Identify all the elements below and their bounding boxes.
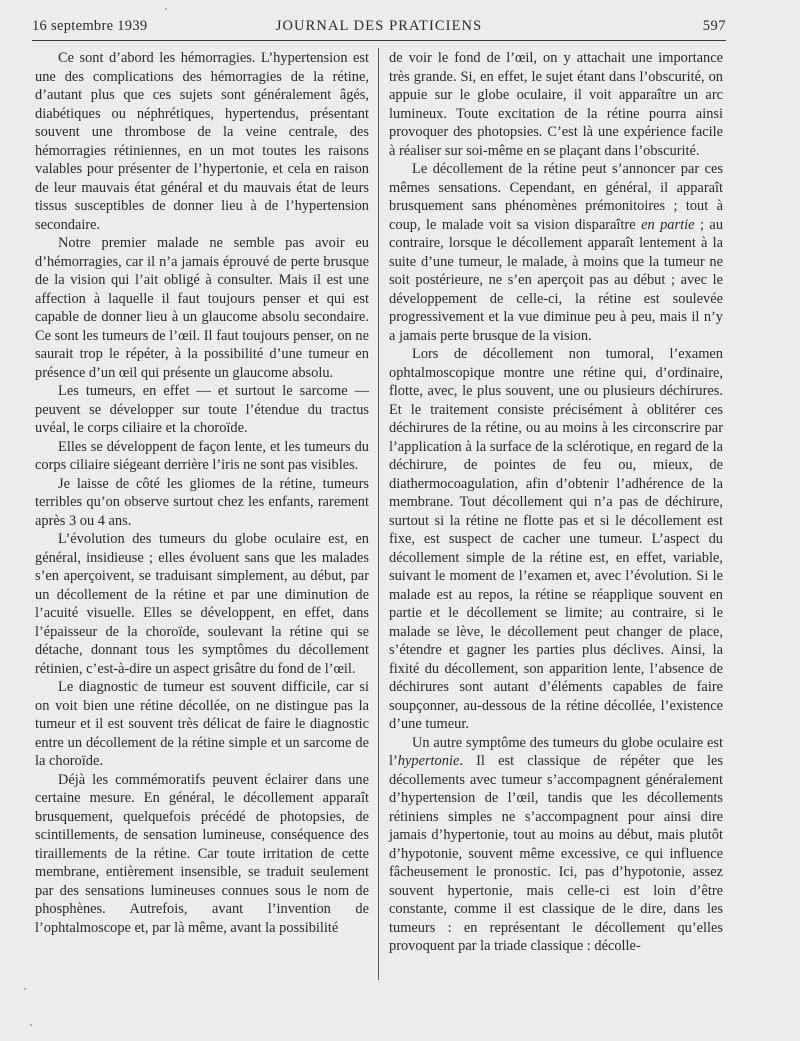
paragraph: Le diagnostic de tumeur est souvent difficile, car si on voit bien une rétine décollée, on ne distingue pas la tumeur et il est souvent très délicat de faire le diagnostic entre un décollement de la rétine simple et un sarcome de la choroïde.	[35, 679, 369, 769]
paragraph: Lors de décollement non tumoral, l’examen ophtalmoscopique montre une rétine qui, d’ordinaire, flotte, avec, le plus souvent, une ou plusieurs déchirures. Et le traitement consiste précisément à oblitérer ces déchirures de la rétine, ou au moins à les circonscrire par l’application à la surface de la sclérotique, en regard de la déchirure, de pointes de feu ou, mieux, de diathermocoagulation, afin d’obtenir l’adhérence de la membrane. Tout décollement qui n’a pas de déchirure, surtout si la rétine ne flotte pas et si le décollement est fixe, est suspect de cacher une tumeur. L’aspect du décollement simple de la rétine est, en effet, variable, suivant le moment de l’examen et, avec l’évolution. Si le malade est au repos, la rétine se réapplique souvent en partie et le décollement se limite; au contraire, si le malade se lève, le décollement peut changer de place, s’étendre et gagner les parties plus déclives. Ainsi, la fixité du décollement, son apparition lente, l’absence de déchirures sont autant d’éléments capables de faire soupçonner, au-dessous de la rétine décollée, l’existence d’une tumeur.	[389, 346, 723, 732]
header-journal-title: JOURNAL DES PRATICIENS	[275, 18, 483, 34]
italic-text: hypertonie	[397, 753, 460, 769]
paragraph: Les tumeurs, en effet — et surtout le sarcome — peuvent se développer sur toute l’étendue du tractus uvéal, le corps ciliaire et la choroïde.	[35, 383, 369, 436]
paragraph: Notre premier malade ne semble pas avoir eu d’hémorragies, car il n’a jamais éprouvé de perte brusque de la vision qui l’ait obligé à consulter. Mais il est une affection à laquelle il faut toujours penser et qui est capable de donner lieu à un glaucome absolu secondaire. Ce sont les tumeurs de l’œil. Il faut toujours penser, on ne saurait trop le répéter, à la possibilité d’une tumeur en présence d’un œil qui présente un glaucome absolu.	[35, 235, 369, 381]
paragraph: Déjà les commémoratifs peuvent éclairer dans une certaine mesure. En général, le décollement apparaît brusquement, quelquefois précédé de photopsies, de scintillements, de sensation lumineuse, conséquence des tiraillements de la rétine. Car toute irritation de cette membrane, entièrement insensible, se traduit seulement par des sensations lumineuses connues sous le nom de phosphènes. Autrefois, avant l’invention de l’ophtalmoscope et, par là même, avant la possibilité	[35, 771, 369, 936]
text-run: . Il est classique de répéter que les décollements avec tumeur s’accompagnent généralement d’hypertension de l’œil, tandis que les décollements rétiniens simples ne s’accompagnent pour ainsi dire jamais d’hypertonie, tout au moins au début, mais plutôt d’hypotonie, souvent même excessive, ce qui influence fâcheusement le pronostic. Ici, pas d’hypotonie, assez souvent hypertonie, mais celle-ci est loin d’être constante, comme il est classique de le dire, dans les tumeurs : en représentant le décollement qu’elles provoquent par la triade classique : décolle-	[389, 753, 723, 954]
paragraph: Ce sont d’abord les hémorragies. L’hypertension est une des complications des hémorragies de la rétine, d’autant plus que ces sujets sont généralement âgés, diabétiques ou néphrétiques, hypertendus, présentant souvent une thrombose de la veine centrale, des hémorragies rétiniennes, en un mot toutes les raisons valables pour présenter de l’hypertonie, et cela en raison de leur mauvais état général et du mauvais état de leurs tissus susceptibles de donner lieu à de l’hypertension secondaire.	[35, 50, 369, 233]
right-column	[389, 49, 723, 956]
column-divider	[378, 48, 379, 980]
paragraph: Elles se développent de façon lente, et les tumeurs du corps ciliaire siégeant derrière l’iris ne sont pas visibles.	[35, 438, 369, 473]
paragraph	[389, 734, 723, 956]
paragraph: Je laisse de côté les gliomes de la rétine, tumeurs terribles qu’on observe surtout chez les enfants, rarement après 3 ou 4 ans.	[35, 475, 369, 529]
italic-text: en partie	[641, 216, 695, 233]
text-run: ; au contraire, lorsque le décollement apparaît lentement à la suite d’une tumeur, le malade, à moins que la tumeur ne soit postérieure, ne s’en aperçoit pas au début ; avec le développement de celle-ci, la rétine est soulevée progressivement et la vue diminue peu à peu, mais il n’y a jamais perte brusque de la vision.	[389, 216, 724, 344]
paragraph: de voir le fond de l’œil, on y attachait une importance très grande. Si, en effet, le sujet étant dans l’obscurité, on appuie sur le globe oculaire, il voit apparaître un arc lumineux. Toute excitation de la rétine pourra ainsi provoquer des photopsies. C’est là une expérience facile à réaliser sur soi-même en se plaçant dans l’obscurité.	[389, 50, 723, 159]
left-column	[35, 49, 369, 937]
paper-speck	[165, 8, 167, 10]
text-run: Le décollement de la rétine peut s’annoncer par ces mêmes sensations. Cependant, en général, il apparaît brusquement sans phénomènes prémonitoires ; tout à coup, le malade voit sa vision disparaître	[389, 161, 723, 233]
header-rule	[32, 40, 726, 41]
paper-speck	[30, 1024, 32, 1026]
header-page-number: 597	[702, 18, 726, 34]
paragraph	[389, 160, 723, 345]
paragraph: L’évolution des tumeurs du globe oculaire est, en général, insidieuse ; elles évoluent sans que les malades s’en aperçoivent, se traduisant simplement, au début, par un décollement de la rétine et par une diminution de l’acuité visuelle. Elles se développent, en effet, dans l’épaisseur de la choroïde, soulevant la rétine qui se détache, donnant tous les symptômes du décollement rétinien, c’est-à-dire un aspect grisâtre du fond de l’œil.	[35, 531, 369, 677]
header-date: 16 septembre 1939	[32, 18, 148, 34]
text-run: Un autre symptôme des tumeurs du globe oculaire est l’	[389, 734, 723, 769]
running-header	[32, 18, 726, 38]
paper-speck	[24, 988, 26, 990]
